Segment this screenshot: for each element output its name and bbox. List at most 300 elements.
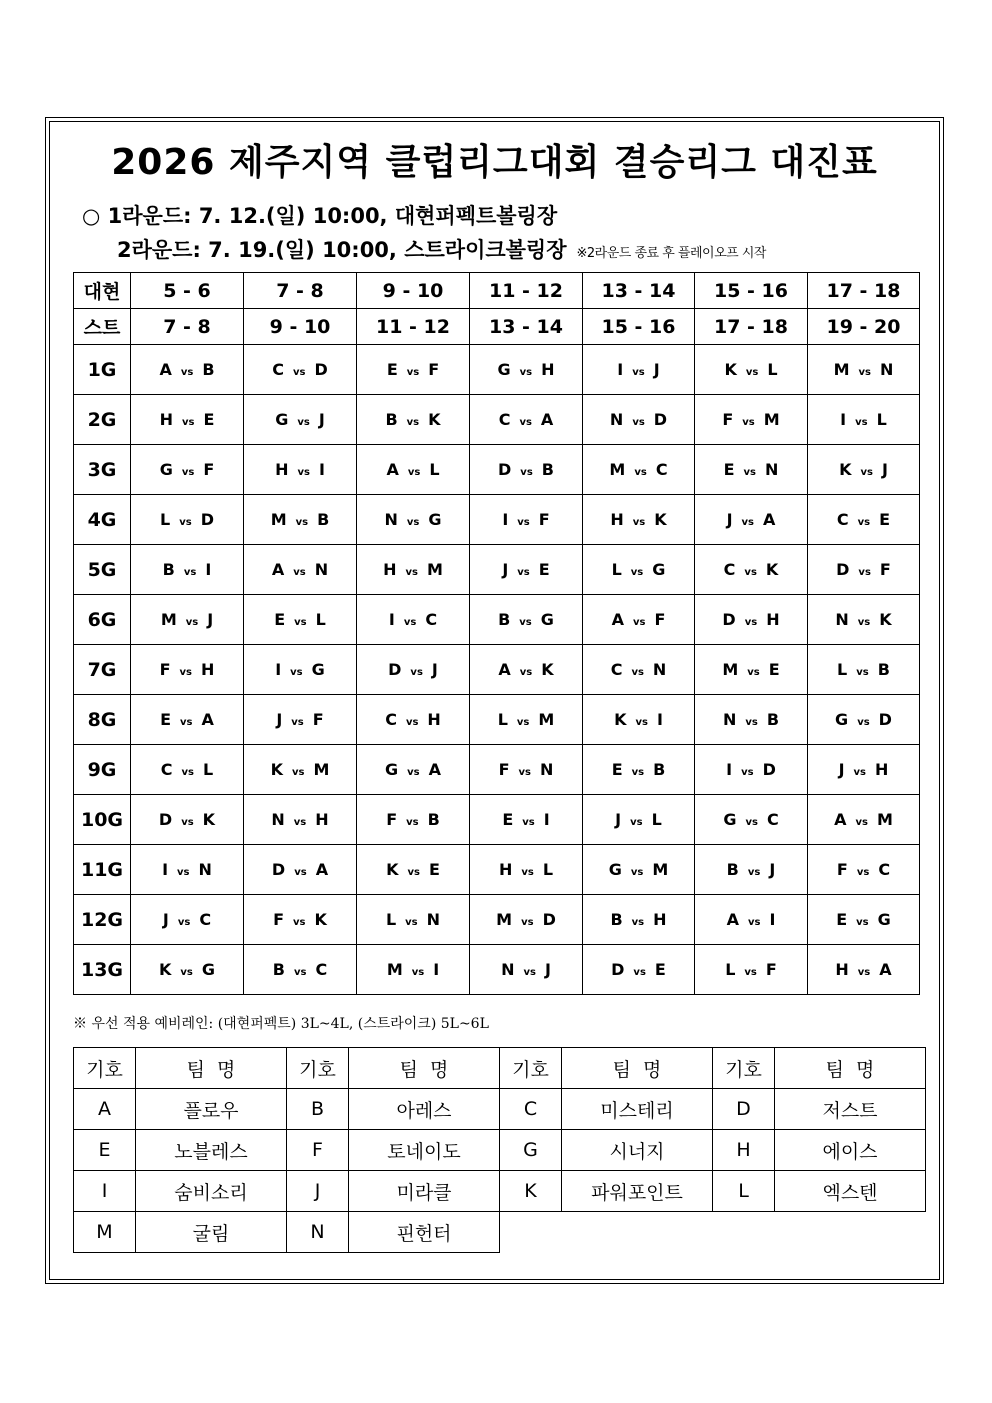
round-2-note: ※2라운드 종료 후 플레이오프 시작 [576,246,766,261]
team-a: G [497,360,511,379]
team-a: E [723,460,735,479]
match-cell [357,345,470,395]
team-code: I [74,1171,136,1212]
team-a: I [275,660,282,679]
reserve-lane-note: ※ 우선 적용 예비레인: (대현퍼펙트) 3L~4L, (스트라이크) 5L~6L [73,1016,489,1032]
team-a: N [835,610,849,629]
team-b: D [200,510,214,529]
team-code: K [500,1171,562,1212]
match-cell [695,795,808,845]
team-b: J [318,410,325,429]
vs-label: vs [405,717,419,728]
team-b: J [207,610,214,629]
match-cell [808,345,920,395]
name-header: 팀 명 [775,1048,926,1089]
match-cell [695,395,808,445]
game-label: 2G [74,395,131,445]
team-b: D [878,710,892,729]
team-header-row [74,1048,926,1089]
vs-label: vs [521,917,534,928]
team-name: 숨비소리 [136,1171,287,1212]
team-a: G [275,410,289,429]
match-cell [357,645,470,695]
lane-cell: 13 - 14 [583,273,695,309]
match-cell [131,945,244,995]
match-cell [808,445,920,495]
team-b: G [201,960,216,979]
match-cell [470,795,583,845]
match-cell [470,695,583,745]
vs-label: vs [745,817,758,828]
match-cell [583,595,695,645]
game-label: 3G [74,445,131,495]
team-b: K [541,660,554,679]
match-cell [583,795,695,845]
team-b: L [315,610,326,629]
vs-label: vs [630,867,644,878]
match-cell [244,745,357,795]
match-cell [131,545,244,595]
lane-row [74,273,920,309]
game-label: 5G [74,545,131,595]
match-cell [357,945,470,995]
team-a: A [611,610,624,629]
team-a: G [384,760,399,779]
match-cell [470,645,583,695]
lane-cell: 15 - 16 [695,273,808,309]
match-cell [357,845,470,895]
team-a: A [159,360,172,379]
empty-space [500,1212,926,1253]
vs-label: vs [743,467,757,478]
match-cell [244,645,357,695]
team-name: 굴림 [136,1212,287,1253]
vs-label: vs [631,667,644,678]
vs-label: vs [181,467,195,478]
team-a: E [836,910,848,929]
team-name: 아레스 [349,1089,500,1130]
game-label: 1G [74,345,131,395]
match-cell [470,345,583,395]
match-cell [470,395,583,445]
vs-label: vs [857,717,870,728]
match-cell [244,445,357,495]
team-a: C [836,510,849,529]
team-name: 시너지 [562,1130,713,1171]
match-cell [357,395,470,445]
vs-label: vs [290,667,303,678]
team-a: N [501,960,515,979]
vs-label: vs [520,467,533,478]
team-b: J [431,660,438,679]
match-cell [695,445,808,495]
team-name: 미스테리 [562,1089,713,1130]
team-row [74,1089,926,1130]
vs-label: vs [853,767,867,778]
round-2-text: 2라운드: 7. 19.(일) 10:00, 스트라이크볼링장 [117,238,567,262]
team-b: J [769,860,776,879]
team-b: K [765,560,779,579]
team-code: H [713,1130,775,1171]
team-a: K [386,860,399,879]
game-row [74,795,920,845]
match-cell [583,695,695,745]
vs-label: vs [860,467,873,478]
match-cell [583,645,695,695]
team-b: F [538,510,550,529]
vs-label: vs [177,917,191,928]
vs-label: vs [630,817,643,828]
match-cell [357,545,470,595]
team-code: J [287,1171,349,1212]
round-1-text: 1라운드: 7. 12.(일) 10:00, 대현퍼펙트볼링장 [107,204,558,228]
team-a: N [384,510,398,529]
team-b: C [199,910,212,929]
team-table [73,1047,926,1253]
match-cell [357,795,470,845]
code-header: 기호 [74,1048,136,1089]
team-a: J [615,810,622,829]
match-cell [131,895,244,945]
match-cell [357,895,470,945]
match-cell [695,845,808,895]
match-cell [808,845,920,895]
team-a: D [158,810,173,829]
vs-label: vs [744,967,757,978]
team-b: F [312,710,324,729]
match-cell [357,445,470,495]
team-a: C [498,410,511,429]
game-label: 13G [74,945,131,995]
vs-label: vs [855,817,868,828]
team-a: J [276,710,283,729]
vs-label: vs [632,617,646,628]
team-a: B [385,410,398,429]
match-cell [244,895,357,945]
match-cell [695,745,808,795]
vs-label: vs [291,717,304,728]
code-header: 기호 [287,1048,349,1089]
team-code: B [287,1089,349,1130]
team-b: J [653,360,660,379]
vs-label: vs [632,517,646,528]
vs-label: vs [857,617,871,628]
game-label: 6G [74,595,131,645]
match-cell [583,845,695,895]
match-cell [808,545,920,595]
match-cell [131,695,244,745]
match-cell [583,345,695,395]
team-b: B [877,660,890,679]
team-name: 저스트 [775,1089,926,1130]
team-b: F [765,960,777,979]
game-row [74,495,920,545]
lane-cell: 9 - 10 [244,309,357,345]
team-b: E [879,510,891,529]
team-b: C [655,460,668,479]
team-b: E [654,960,666,979]
team-a: D [722,610,736,629]
team-a: L [497,710,508,729]
team-a: J [838,760,845,779]
team-name: 토네이도 [349,1130,500,1171]
team-a: B [162,560,175,579]
lane-row [74,309,920,345]
vs-label: vs [293,967,307,978]
team-a: B [272,960,285,979]
team-b: N [314,560,329,579]
team-b: H [201,660,215,679]
team-b: I [433,960,440,979]
match-cell [808,695,920,745]
schedule-table [73,272,920,995]
code-header: 기호 [713,1048,775,1089]
team-code: L [713,1171,775,1212]
team-b: F [203,460,215,479]
match-cell [808,395,920,445]
team-b: H [875,760,889,779]
vs-label: vs [744,567,757,578]
team-name: 노블레스 [136,1130,287,1171]
team-a: M [722,660,739,679]
match-cell [583,395,695,445]
match-cell [244,545,357,595]
team-code: D [713,1089,775,1130]
team-a: E [274,610,286,629]
team-b: I [656,710,663,729]
team-b: B [317,510,330,529]
team-a: K [839,460,852,479]
team-a: L [611,560,622,579]
vs-label: vs [519,417,532,428]
team-b: I [769,910,776,929]
name-header: 팀 명 [562,1048,713,1089]
vs-label: vs [747,917,761,928]
game-row [74,745,920,795]
team-b: F [428,360,440,379]
match-cell [244,345,357,395]
team-name: 미라클 [349,1171,500,1212]
team-a: C [160,760,173,779]
team-name: 엑스텐 [775,1171,926,1212]
team-a: G [723,810,737,829]
team-a: H [610,510,624,529]
match-cell [695,945,808,995]
team-b: G [311,660,325,679]
game-row [74,545,920,595]
match-cell [808,595,920,645]
team-code: N [287,1212,349,1253]
lane-cell: 19 - 20 [808,309,920,345]
team-b: I [318,460,325,479]
lane-cell: 7 - 8 [244,273,357,309]
vs-label: vs [857,517,871,528]
team-a: D [836,560,850,579]
team-a: G [608,860,622,879]
match-cell [131,595,244,645]
team-a: H [383,560,397,579]
vs-label: vs [517,567,530,578]
lane-row-label: 스트 [74,309,131,345]
vs-label: vs [406,417,420,428]
team-row [74,1130,926,1171]
vs-label: vs [295,517,309,528]
team-a: C [272,360,284,379]
team-b: N [198,860,212,879]
match-cell [131,445,244,495]
team-b: H [766,610,780,629]
game-label: 9G [74,745,131,795]
vs-label: vs [632,417,645,428]
game-label: 4G [74,495,131,545]
vs-label: vs [635,717,648,728]
team-b: F [654,610,666,629]
team-b: L [429,460,440,479]
team-name: 에이스 [775,1130,926,1171]
team-code: G [500,1130,562,1171]
team-b: L [203,760,214,779]
vs-label: vs [517,517,530,528]
lane-cell: 5 - 6 [131,273,244,309]
team-a: A [271,560,285,579]
vs-label: vs [181,817,194,828]
match-cell [808,945,920,995]
vs-label: vs [181,417,195,428]
match-cell [695,895,808,945]
team-b: L [542,860,554,879]
team-a: H [498,860,513,879]
vs-label: vs [855,417,868,428]
team-b: A [201,710,214,729]
team-code: C [500,1089,562,1130]
match-cell [244,595,357,645]
team-a: D [498,460,512,479]
match-cell [131,345,244,395]
match-cell [357,495,470,545]
team-a: F [722,410,734,429]
name-header: 팀 명 [349,1048,500,1089]
vs-label: vs [183,567,197,578]
match-cell [244,845,357,895]
match-cell [131,795,244,845]
vs-label: vs [745,717,758,728]
match-cell [695,345,808,395]
team-b: N [765,460,779,479]
round-bullet: ○ [82,204,101,228]
team-a: E [611,760,623,779]
team-b: G [652,560,666,579]
team-b: M [763,410,780,429]
vs-label: vs [406,517,420,528]
game-row [74,945,920,995]
lane-cell: 17 - 18 [808,273,920,309]
game-label: 12G [74,895,131,945]
lane-cell: 11 - 12 [357,309,470,345]
match-cell [131,495,244,545]
vs-label: vs [858,367,871,378]
team-a: F [386,810,398,829]
team-b: D [314,360,328,379]
team-a: A [834,810,847,829]
game-row [74,695,920,745]
team-a: I [502,510,509,529]
vs-label: vs [292,767,305,778]
vs-label: vs [519,667,533,678]
game-row [74,895,920,945]
team-a: B [726,860,739,879]
match-cell [131,845,244,895]
team-name: 핀헌터 [349,1212,500,1253]
vs-label: vs [180,367,194,378]
vs-label: vs [745,367,759,378]
team-a: H [835,960,849,979]
team-a: C [610,660,623,679]
vs-label: vs [293,817,307,828]
team-code: M [74,1212,136,1253]
team-a: N [722,710,737,729]
game-row [74,595,920,645]
vs-label: vs [294,867,307,878]
match-cell [695,695,808,745]
lane-row-label: 대현 [74,273,131,309]
team-b: C [315,960,328,979]
team-b: N [426,910,441,929]
game-label: 7G [74,645,131,695]
team-code: A [74,1089,136,1130]
team-code: F [287,1130,349,1171]
match-cell [808,495,920,545]
team-a: H [159,410,173,429]
match-cell [244,495,357,545]
team-b: G [428,510,442,529]
match-cell [470,845,583,895]
team-b: C [878,860,891,879]
vs-label: vs [179,667,193,678]
match-cell [244,945,357,995]
game-row [74,395,920,445]
team-a: I [388,610,395,629]
team-b: F [879,560,891,579]
code-header: 기호 [500,1048,562,1089]
team-a: M [496,910,513,929]
team-b: C [425,610,438,629]
vs-label: vs [632,367,645,378]
team-a: E [386,360,398,379]
match-cell [244,795,357,845]
team-b: E [203,410,215,429]
team-a: K [724,360,737,379]
team-a: F [273,910,285,929]
lane-cell: 13 - 14 [470,309,583,345]
vs-label: vs [523,967,536,978]
vs-label: vs [741,767,754,778]
vs-label: vs [406,817,419,828]
vs-label: vs [181,767,195,778]
team-b: M [538,710,555,729]
vs-label: vs [179,517,192,528]
vs-label: vs [856,867,870,878]
vs-label: vs [747,867,761,878]
match-cell [583,745,695,795]
vs-label: vs [518,767,532,778]
team-a: E [502,810,514,829]
team-a: G [835,710,849,729]
round-1-info [82,200,557,230]
team-b: G [540,610,554,629]
match-cell [357,745,470,795]
vs-label: vs [516,717,530,728]
team-a: N [609,410,624,429]
